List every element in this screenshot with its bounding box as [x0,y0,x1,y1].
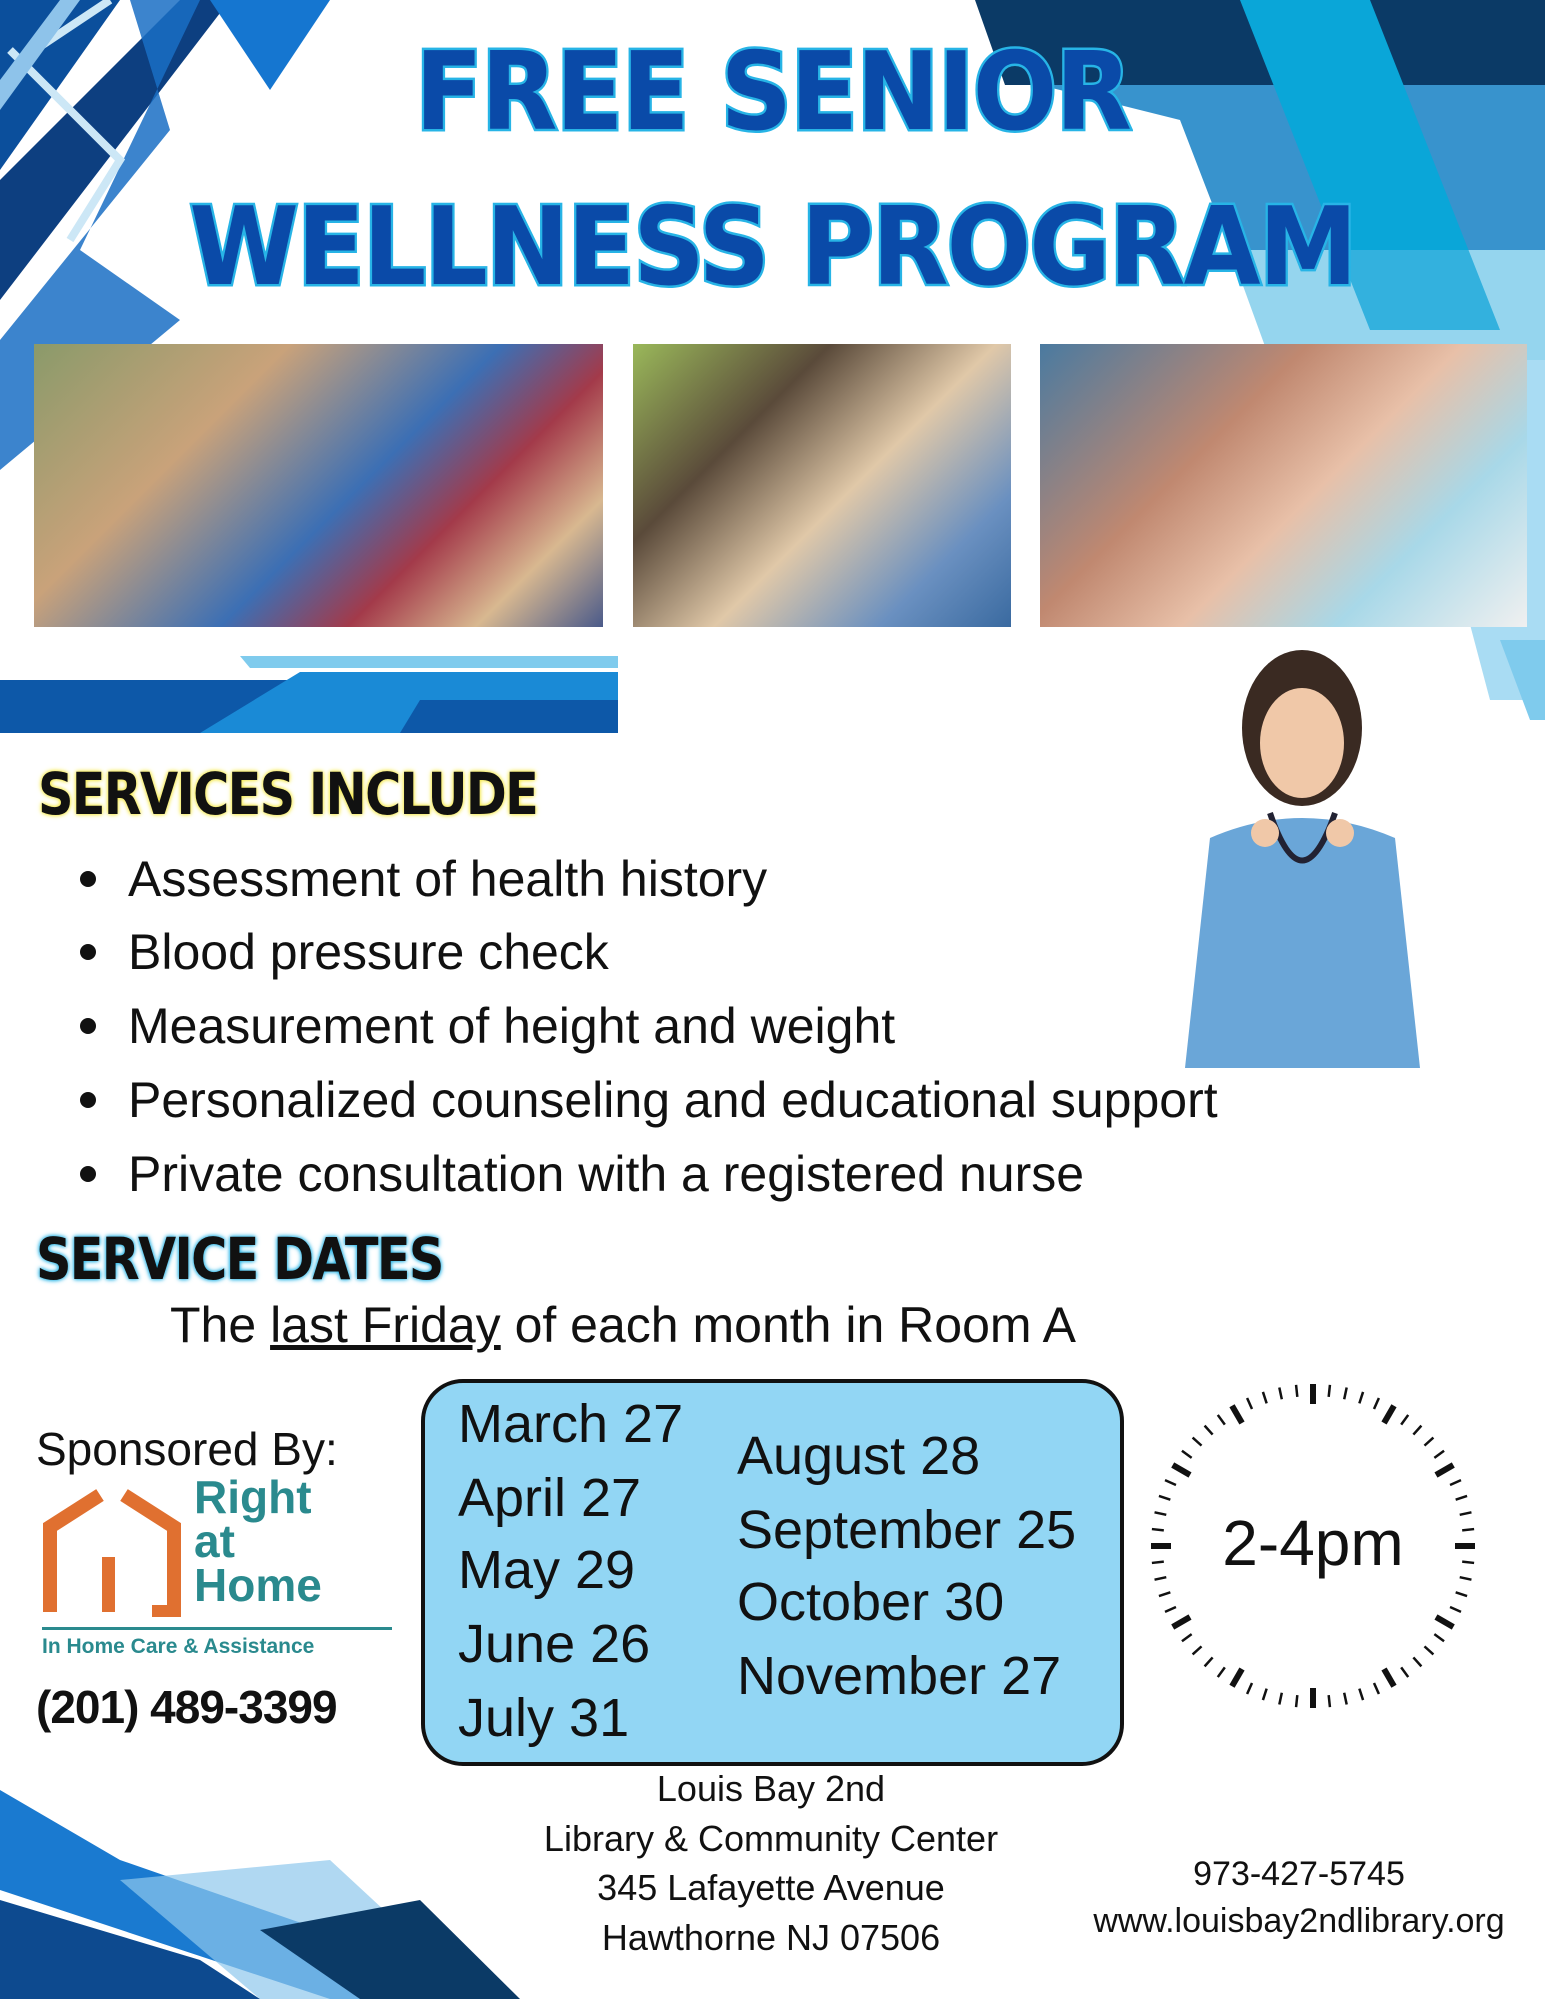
clock-tick [1384,1669,1394,1686]
clock-tick [1344,1693,1346,1705]
clock-tick [1434,1451,1444,1458]
clock-tick [1413,1426,1421,1435]
photo-three-seniors [633,344,1011,627]
middle-band-stripes [0,656,618,733]
date-item: April 27 [458,1468,642,1528]
date-item: September 25 [737,1500,1077,1560]
clock-tick [1159,1496,1170,1500]
date-item: June 26 [458,1614,651,1674]
clock-tick [1456,1592,1467,1596]
clock-tick [1232,1406,1242,1423]
title-line-2: WELLNESS PROGRAM [189,185,1356,310]
service-item-label: Personalized counseling and educational support [128,1072,1218,1128]
clock-tick [1296,1695,1297,1707]
clock-tick [1182,1634,1192,1641]
logo-tagline: In Home Care & Assistance [42,1635,315,1658]
clock-tick [1173,1465,1190,1475]
time-label: 2-4pm [1222,1507,1404,1579]
right-at-home-logo [42,1471,395,1664]
service-item-label: Assessment of health history [128,851,768,907]
clock-tick [1374,1398,1379,1409]
clock-tick [1384,1406,1394,1423]
service-item-label: Blood pressure check [128,924,609,980]
nurse-image [1170,648,1435,1068]
clock-tick [1159,1592,1170,1596]
bullet-icon [80,1166,96,1182]
clock-tick [1205,1657,1213,1666]
address-line: 345 Lafayette Avenue [597,1867,945,1908]
clock-tick [1359,1689,1363,1700]
clock-tick [1434,1634,1444,1641]
dates-box [421,1379,1124,1766]
clock-tick [1205,1426,1213,1435]
clock-tick [1296,1385,1297,1397]
clock-tick [1424,1646,1433,1654]
clock-tick [1193,1646,1202,1654]
service-dates-heading: SERVICE DATES [36,1225,443,1293]
clock-tick [1413,1657,1421,1666]
website-link[interactable]: www.louisbay2ndlibrary.org [1093,1902,1505,1940]
clock-tick [1279,1693,1281,1705]
date-item: August 28 [737,1426,981,1486]
clock-tick [1218,1667,1225,1677]
clock-tick [1401,1667,1408,1677]
clock-tick [1263,1689,1267,1700]
clock-tick [1173,1617,1190,1627]
photo-holding-hands [1040,344,1527,627]
clock-tick [1165,1607,1176,1612]
clock-tick [1456,1496,1467,1500]
photo-group-of-seniors [34,344,603,627]
address-line: Hawthorne NJ 07506 [601,1917,941,1958]
clock-tick [1165,1480,1176,1485]
address-line: Library & Community Center [543,1818,999,1859]
house-icon [42,1487,182,1617]
clock-tick [1263,1392,1267,1403]
service-item-label: Measurement of height and weight [128,998,896,1054]
services-heading: SERVICES INCLUDE [38,760,538,828]
bottom-left-stripes [0,1790,520,1999]
service-item [80,997,895,1055]
bullet-icon [80,944,96,960]
bullet-icon [80,1018,96,1034]
logo-text: Right [194,1471,312,1523]
service-dates-subtitle: The last Friday of each month in Room A [170,1297,1077,1353]
clock-tick [1329,1695,1330,1707]
date-item: October 30 [737,1572,1005,1632]
date-item: July 31 [458,1688,630,1748]
clock-tick [1374,1683,1379,1694]
date-item: March 27 [458,1394,684,1454]
clock-tick [1450,1480,1461,1485]
service-item [80,923,609,981]
clock-tick [1450,1607,1461,1612]
date-item: May 29 [458,1540,636,1600]
clock-tick [1462,1562,1474,1563]
clock-tick [1232,1669,1242,1686]
service-item [80,1071,1218,1129]
clock-tick [1247,1398,1252,1409]
clock-tick [1344,1388,1346,1400]
clock-tick [1218,1415,1225,1425]
bullet-icon [80,871,96,887]
title-line-1: FREE SENIOR [414,30,1131,155]
clock-tick [1193,1438,1202,1446]
clock-tick [1279,1388,1281,1400]
service-item [80,1145,1084,1203]
logo-text: Home [194,1559,322,1611]
address-line: Louis Bay 2nd [656,1768,886,1809]
date-item: November 27 [737,1646,1062,1706]
logo-text: at [194,1515,235,1567]
clock-tick [1424,1438,1433,1446]
clock-tick [1436,1617,1453,1627]
clock-tick [1436,1465,1453,1475]
contact-phone: 973-427-5745 [1193,1855,1405,1893]
clock-tick [1359,1392,1363,1403]
clock-tick [1462,1529,1474,1530]
clock-tick [1401,1415,1408,1425]
service-item [80,850,767,908]
service-item-label: Private consultation with a registered nurse [128,1146,1085,1202]
clock-tick [1329,1385,1330,1397]
sponsored-by-label: Sponsored By: [36,1423,338,1475]
clock-tick [1247,1683,1252,1694]
bullet-icon [80,1092,96,1108]
clock-tick [1182,1451,1192,1458]
sponsor-phone: (201) 489-3399 [36,1681,337,1733]
